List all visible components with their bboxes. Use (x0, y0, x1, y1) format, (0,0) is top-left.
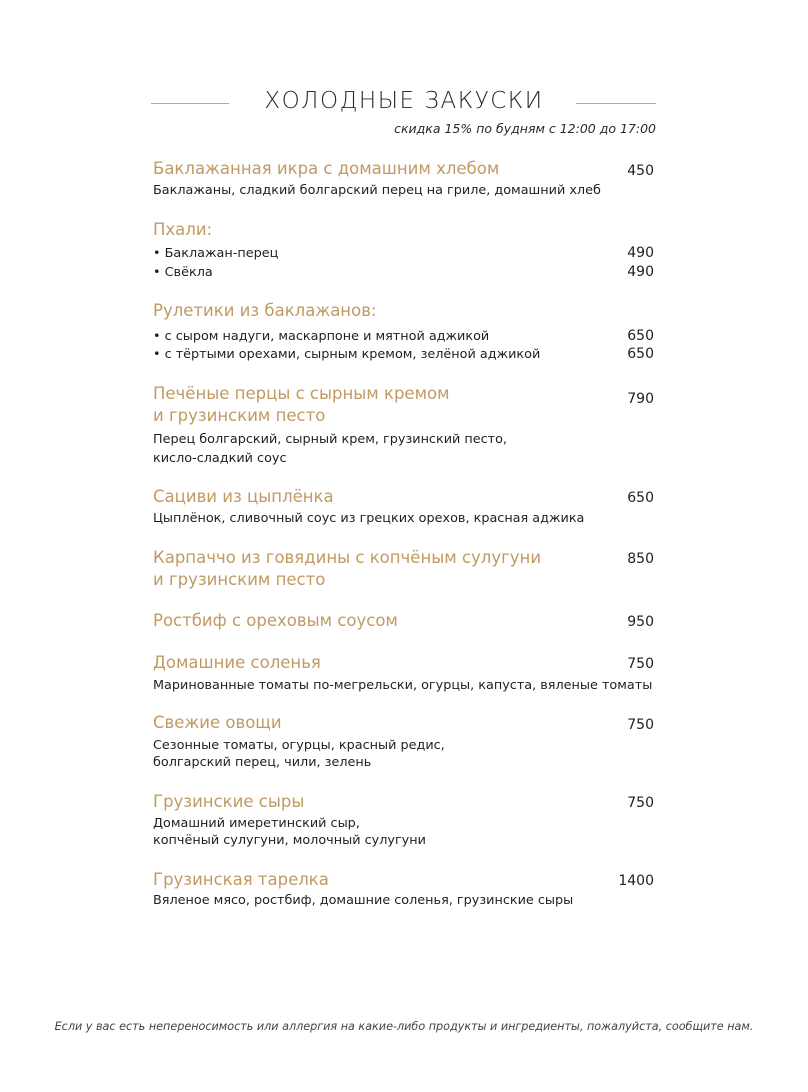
option-price-pkhali-1: 490 (627, 245, 654, 261)
item-desc-baked-peppers-line1: Перец болгарский, сырный крем, грузинский песто, (153, 432, 508, 447)
item-name-georgian-plate: Грузинская тарелка (153, 870, 329, 889)
item-desc-cheeses-line2: копчёный сулугуни, молочный сулугуни (153, 833, 426, 848)
item-desc-baked-peppers-line2: кисло-сладкий соус (153, 451, 287, 466)
item-desc-pickles: Маринованные томаты по-мегрельски, огурцы, капуста, вяленые томаты (153, 678, 653, 693)
item-name-roastbeef: Ростбиф с ореховым соусом (153, 611, 398, 630)
section-title: ХОЛОДНЫЕ ЗАКУСКИ (264, 88, 544, 114)
item-price-baked-peppers: 790 (627, 391, 654, 407)
item-desc-satsivi: Цыплёнок, сливочный соус из грецких орехов, красная аджика (153, 511, 585, 526)
title-rule-right (576, 103, 656, 104)
option-price-rolls-1: 650 (627, 328, 654, 344)
item-desc-cheeses-line1: Домашний имеретинский сыр, (153, 816, 360, 831)
item-name-eggplant-caviar: Баклажанная икра с домашним хлебом (153, 159, 500, 178)
item-price-cheeses: 750 (627, 795, 654, 811)
allergy-note: Если у вас есть непереносимость или аллергия на какие-либо продукты и ингредиенты, пожалуйста, сообщите нам. (54, 1020, 754, 1033)
option-label-pkhali-1: • Баклажан-перец (153, 246, 279, 261)
item-name-carpaccio-line1: Карпаччо из говядины с копчёным сулугуни (153, 548, 542, 567)
item-price-carpaccio: 850 (627, 551, 654, 567)
item-desc-eggplant-caviar: Баклажаны, сладкий болгарский перец на гриле, домашний хлеб (153, 183, 601, 198)
option-price-pkhali-2: 490 (627, 264, 654, 280)
item-name-pickles: Домашние соленья (153, 653, 321, 672)
item-desc-vegetables-line1: Сезонные томаты, огурцы, красный редис, (153, 738, 445, 753)
item-price-pickles: 750 (627, 656, 654, 672)
item-desc-vegetables-line2: болгарский перец, чили, зелень (153, 755, 372, 770)
item-price-eggplant-caviar: 450 (627, 163, 654, 179)
option-label-rolls-1: • с сыром надуги, маскарпоне и мятной аджикой (153, 329, 490, 344)
option-label-pkhali-2: • Свёкла (153, 265, 213, 280)
item-name-baked-peppers-line2: и грузинским песто (153, 406, 326, 425)
item-price-georgian-plate: 1400 (618, 873, 654, 889)
item-desc-georgian-plate: Вяленое мясо, ростбиф, домашние соленья, грузинские сыры (153, 893, 574, 908)
item-name-baked-peppers-line1: Печёные перцы с сырным кремом (153, 384, 450, 403)
item-price-vegetables: 750 (627, 717, 654, 733)
item-name-carpaccio-line2: и грузинским песто (153, 570, 326, 589)
item-price-satsivi: 650 (627, 490, 654, 506)
option-label-rolls-2: • с тёртыми орехами, сырным кремом, зелёной аджикой (153, 347, 541, 362)
item-name-pkhali: Пхали: (153, 220, 213, 239)
discount-note: скидка 15% по будням с 12:00 до 17:00 (394, 121, 656, 136)
item-price-roastbeef: 950 (627, 614, 654, 630)
option-price-rolls-2: 650 (627, 346, 654, 362)
item-name-eggplant-rolls: Рулетики из баклажанов: (153, 301, 377, 320)
item-name-vegetables: Свежие овощи (153, 713, 282, 732)
item-name-satsivi: Сациви из цыплёнка (153, 487, 334, 506)
item-name-cheeses: Грузинские сыры (153, 792, 305, 811)
